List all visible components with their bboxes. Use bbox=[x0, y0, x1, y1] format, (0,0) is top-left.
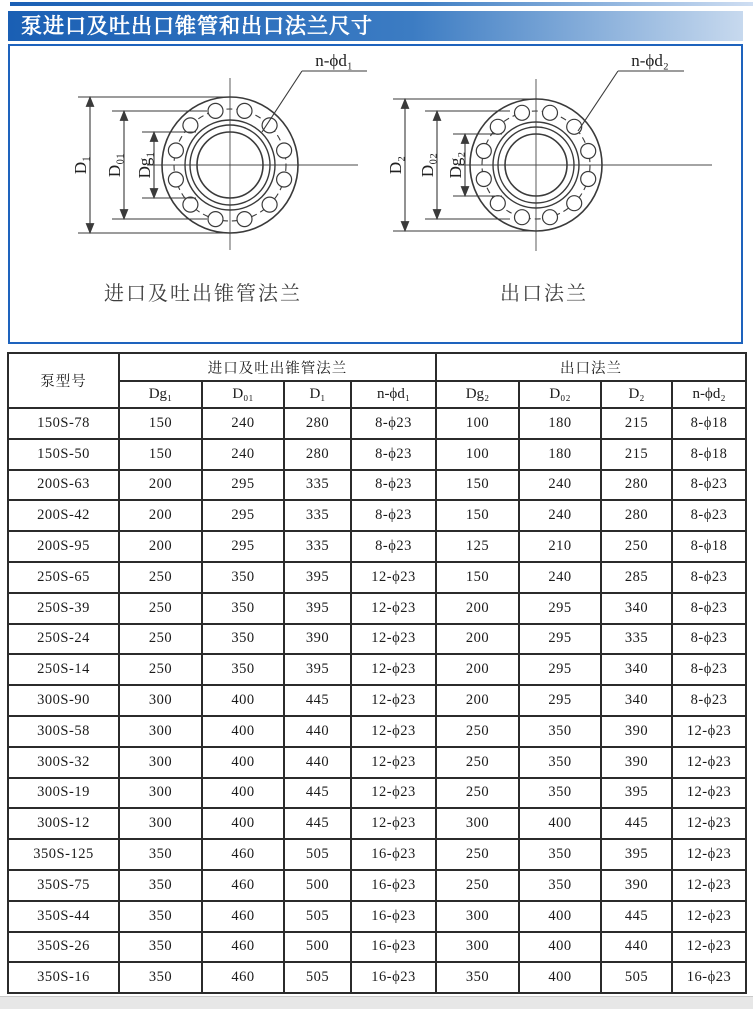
cell-nd1: 12-ϕ23 bbox=[351, 685, 436, 716]
cell-nd1: 16-ϕ23 bbox=[351, 839, 436, 870]
cell-dg1: 250 bbox=[119, 624, 202, 655]
cell-pump-model: 200S-63 bbox=[8, 470, 119, 501]
cell-dg2: 300 bbox=[436, 808, 519, 839]
cell-pump-model: 250S-24 bbox=[8, 624, 119, 655]
cell-nd1: 12-ϕ23 bbox=[351, 593, 436, 624]
inlet-flange-drawing bbox=[71, 51, 367, 305]
cell-pump-model: 250S-14 bbox=[8, 654, 119, 685]
page-title: 泵进口及吐出口锥管和出口法兰尺寸 bbox=[21, 14, 373, 38]
cell-nd2: 12-ϕ23 bbox=[672, 870, 746, 901]
cell-nd1: 8-ϕ23 bbox=[351, 470, 436, 501]
dim-label-dg1: Dg₁ bbox=[135, 151, 154, 179]
cell-nd1: 12-ϕ23 bbox=[351, 716, 436, 747]
cell-d1: 500 bbox=[284, 932, 351, 963]
cell-pump-model: 350S-75 bbox=[8, 870, 119, 901]
table-row bbox=[8, 747, 746, 778]
cell-nd1: 8-ϕ23 bbox=[351, 531, 436, 562]
cell-nd1: 12-ϕ23 bbox=[351, 808, 436, 839]
cell-nd2: 8-ϕ23 bbox=[672, 470, 746, 501]
cell-d01: 350 bbox=[202, 593, 284, 624]
cell-nd1: 8-ϕ23 bbox=[351, 408, 436, 439]
flange-dimensions-table bbox=[7, 352, 747, 994]
cell-d01: 295 bbox=[202, 500, 284, 531]
cell-dg2: 300 bbox=[436, 901, 519, 932]
cell-dg1: 150 bbox=[119, 439, 202, 470]
cell-d2: 285 bbox=[601, 562, 672, 593]
cell-d01: 460 bbox=[202, 870, 284, 901]
cell-d02: 350 bbox=[519, 870, 601, 901]
cell-dg1: 250 bbox=[119, 562, 202, 593]
outlet-flange-drawing bbox=[386, 51, 712, 305]
cell-pump-model: 250S-65 bbox=[8, 562, 119, 593]
cell-d1: 335 bbox=[284, 531, 351, 562]
cell-d1: 440 bbox=[284, 716, 351, 747]
table-row bbox=[8, 808, 746, 839]
cell-d01: 295 bbox=[202, 470, 284, 501]
cell-pump-model: 300S-32 bbox=[8, 747, 119, 778]
cell-d02: 400 bbox=[519, 901, 601, 932]
cell-nd1: 16-ϕ23 bbox=[351, 870, 436, 901]
cell-d02: 295 bbox=[519, 654, 601, 685]
cell-d2: 390 bbox=[601, 870, 672, 901]
cell-pump-model: 350S-125 bbox=[8, 839, 119, 870]
cell-dg2: 250 bbox=[436, 839, 519, 870]
bolt-holes-label-left: n-ϕd₁ bbox=[315, 51, 353, 70]
cell-dg2: 300 bbox=[436, 932, 519, 963]
bolt-holes-label-right: n-ϕd₂ bbox=[631, 51, 669, 70]
top-edge-strip bbox=[10, 2, 753, 6]
cell-d2: 215 bbox=[601, 439, 672, 470]
cell-dg1: 200 bbox=[119, 531, 202, 562]
cell-nd2: 12-ϕ23 bbox=[672, 716, 746, 747]
cell-pump-model: 350S-26 bbox=[8, 932, 119, 963]
cell-pump-model: 250S-39 bbox=[8, 593, 119, 624]
cell-nd2: 8-ϕ23 bbox=[672, 685, 746, 716]
cell-dg1: 350 bbox=[119, 839, 202, 870]
cell-dg2: 150 bbox=[436, 500, 519, 531]
cell-dg1: 300 bbox=[119, 685, 202, 716]
cell-dg1: 300 bbox=[119, 747, 202, 778]
cell-d01: 240 bbox=[202, 408, 284, 439]
cell-nd2: 8-ϕ23 bbox=[672, 654, 746, 685]
table-row bbox=[8, 470, 746, 501]
cell-dg1: 350 bbox=[119, 932, 202, 963]
cell-d2: 505 bbox=[601, 962, 672, 993]
cell-dg2: 250 bbox=[436, 747, 519, 778]
cell-nd2: 12-ϕ23 bbox=[672, 932, 746, 963]
column-header-nd1: n-ϕd₁ bbox=[351, 381, 436, 408]
cell-d1: 500 bbox=[284, 870, 351, 901]
cell-nd1: 12-ϕ23 bbox=[351, 562, 436, 593]
cell-d2: 395 bbox=[601, 839, 672, 870]
dim-label-dg2: Dg₂ bbox=[446, 151, 465, 179]
cell-nd1: 12-ϕ23 bbox=[351, 778, 436, 809]
cell-d2: 215 bbox=[601, 408, 672, 439]
sub-header-row bbox=[8, 381, 746, 408]
cell-d02: 350 bbox=[519, 778, 601, 809]
cell-d02: 240 bbox=[519, 470, 601, 501]
cell-nd1: 8-ϕ23 bbox=[351, 439, 436, 470]
cell-nd1: 12-ϕ23 bbox=[351, 747, 436, 778]
cell-d2: 340 bbox=[601, 593, 672, 624]
cell-pump-model: 150S-78 bbox=[8, 408, 119, 439]
cell-dg1: 300 bbox=[119, 778, 202, 809]
column-header-dg1: Dg₁ bbox=[119, 381, 202, 408]
cell-d2: 445 bbox=[601, 901, 672, 932]
cell-nd2: 12-ϕ23 bbox=[672, 839, 746, 870]
cell-d2: 390 bbox=[601, 716, 672, 747]
inlet-flange-caption: 进口及吐出锥管法兰 bbox=[104, 283, 302, 305]
cell-dg1: 300 bbox=[119, 808, 202, 839]
cell-d1: 390 bbox=[284, 624, 351, 655]
cell-dg2: 100 bbox=[436, 439, 519, 470]
cell-d1: 335 bbox=[284, 500, 351, 531]
cell-d01: 460 bbox=[202, 962, 284, 993]
cell-nd1: 12-ϕ23 bbox=[351, 654, 436, 685]
cell-d2: 440 bbox=[601, 932, 672, 963]
dim-label-d02: D₀₂ bbox=[418, 152, 437, 178]
cell-d02: 350 bbox=[519, 839, 601, 870]
cell-pump-model: 200S-95 bbox=[8, 531, 119, 562]
cell-nd2: 8-ϕ18 bbox=[672, 439, 746, 470]
cell-nd1: 12-ϕ23 bbox=[351, 624, 436, 655]
cell-dg1: 250 bbox=[119, 654, 202, 685]
cell-dg2: 200 bbox=[436, 685, 519, 716]
cell-nd2: 12-ϕ23 bbox=[672, 808, 746, 839]
column-header-d2: D₂ bbox=[601, 381, 672, 408]
column-header-pump-model: 泵型号 bbox=[8, 353, 119, 408]
cell-d1: 280 bbox=[284, 439, 351, 470]
cell-dg2: 125 bbox=[436, 531, 519, 562]
table-row bbox=[8, 839, 746, 870]
cell-d2: 335 bbox=[601, 624, 672, 655]
column-header-nd2: n-ϕd₂ bbox=[672, 381, 746, 408]
cell-d02: 400 bbox=[519, 962, 601, 993]
outlet-flange-caption: 出口法兰 bbox=[500, 283, 588, 305]
cell-pump-model: 300S-58 bbox=[8, 716, 119, 747]
cell-nd2: 12-ϕ23 bbox=[672, 778, 746, 809]
cell-nd2: 12-ϕ23 bbox=[672, 747, 746, 778]
cell-dg1: 350 bbox=[119, 901, 202, 932]
cell-d01: 350 bbox=[202, 624, 284, 655]
cell-nd2: 8-ϕ23 bbox=[672, 624, 746, 655]
cell-d01: 400 bbox=[202, 685, 284, 716]
cell-d02: 350 bbox=[519, 747, 601, 778]
cell-d01: 240 bbox=[202, 439, 284, 470]
table-row bbox=[8, 778, 746, 809]
cell-d02: 400 bbox=[519, 932, 601, 963]
cell-d01: 460 bbox=[202, 901, 284, 932]
cell-d2: 280 bbox=[601, 500, 672, 531]
column-group-outlet-flange: 出口法兰 bbox=[436, 353, 746, 381]
table-row bbox=[8, 439, 746, 470]
cell-dg2: 250 bbox=[436, 716, 519, 747]
cell-nd2: 12-ϕ23 bbox=[672, 901, 746, 932]
table-row bbox=[8, 593, 746, 624]
cell-d01: 350 bbox=[202, 562, 284, 593]
cell-pump-model: 150S-50 bbox=[8, 439, 119, 470]
cell-dg2: 250 bbox=[436, 870, 519, 901]
dim-label-d01: D₀₁ bbox=[105, 152, 124, 178]
column-group-inlet-flange: 进口及吐出锥管法兰 bbox=[119, 353, 436, 381]
cell-nd1: 16-ϕ23 bbox=[351, 962, 436, 993]
cell-d1: 280 bbox=[284, 408, 351, 439]
cell-dg1: 350 bbox=[119, 870, 202, 901]
table-row bbox=[8, 531, 746, 562]
dimension-table-section bbox=[7, 352, 747, 994]
cell-d1: 395 bbox=[284, 654, 351, 685]
table-row bbox=[8, 716, 746, 747]
table-row bbox=[8, 624, 746, 655]
cell-nd2: 8-ϕ23 bbox=[672, 562, 746, 593]
cell-d02: 295 bbox=[519, 624, 601, 655]
cell-d02: 295 bbox=[519, 593, 601, 624]
cell-d1: 335 bbox=[284, 470, 351, 501]
cell-d01: 295 bbox=[202, 531, 284, 562]
cell-d01: 460 bbox=[202, 839, 284, 870]
cell-pump-model: 300S-90 bbox=[8, 685, 119, 716]
cell-d02: 295 bbox=[519, 685, 601, 716]
cell-d01: 400 bbox=[202, 808, 284, 839]
cell-nd1: 16-ϕ23 bbox=[351, 901, 436, 932]
column-header-dg2: Dg₂ bbox=[436, 381, 519, 408]
column-header-d02: D₀₂ bbox=[519, 381, 601, 408]
cell-d2: 395 bbox=[601, 778, 672, 809]
cell-nd2: 8-ϕ23 bbox=[672, 593, 746, 624]
cell-d01: 400 bbox=[202, 716, 284, 747]
cell-dg1: 250 bbox=[119, 593, 202, 624]
cell-nd2: 8-ϕ23 bbox=[672, 500, 746, 531]
cell-d1: 445 bbox=[284, 778, 351, 809]
cell-d1: 440 bbox=[284, 747, 351, 778]
cell-pump-model: 200S-42 bbox=[8, 500, 119, 531]
table-row bbox=[8, 870, 746, 901]
cell-d2: 340 bbox=[601, 685, 672, 716]
cell-d01: 460 bbox=[202, 932, 284, 963]
cell-d2: 445 bbox=[601, 808, 672, 839]
cell-dg1: 200 bbox=[119, 470, 202, 501]
table-row bbox=[8, 500, 746, 531]
cell-d02: 180 bbox=[519, 408, 601, 439]
column-header-d01: D₀₁ bbox=[202, 381, 284, 408]
cell-pump-model: 350S-16 bbox=[8, 962, 119, 993]
dim-label-d2: D₂ bbox=[386, 155, 405, 175]
table-row bbox=[8, 962, 746, 993]
cell-pump-model: 350S-44 bbox=[8, 901, 119, 932]
cell-dg1: 200 bbox=[119, 500, 202, 531]
cell-nd2: 8-ϕ18 bbox=[672, 408, 746, 439]
cell-nd1: 16-ϕ23 bbox=[351, 932, 436, 963]
cell-nd2: 8-ϕ18 bbox=[672, 531, 746, 562]
cell-d02: 240 bbox=[519, 500, 601, 531]
cell-dg1: 300 bbox=[119, 716, 202, 747]
cell-d1: 505 bbox=[284, 901, 351, 932]
cell-d02: 400 bbox=[519, 808, 601, 839]
cell-d2: 340 bbox=[601, 654, 672, 685]
cell-pump-model: 300S-19 bbox=[8, 778, 119, 809]
cell-d2: 280 bbox=[601, 470, 672, 501]
cell-d02: 350 bbox=[519, 716, 601, 747]
cell-dg2: 200 bbox=[436, 593, 519, 624]
cell-dg1: 150 bbox=[119, 408, 202, 439]
dim-label-d1: D₁ bbox=[71, 155, 90, 175]
cell-d01: 350 bbox=[202, 654, 284, 685]
table-row bbox=[8, 408, 746, 439]
cell-dg2: 150 bbox=[436, 562, 519, 593]
cell-nd2: 16-ϕ23 bbox=[672, 962, 746, 993]
cell-d2: 390 bbox=[601, 747, 672, 778]
cell-dg2: 200 bbox=[436, 624, 519, 655]
cell-d01: 400 bbox=[202, 778, 284, 809]
cell-d02: 240 bbox=[519, 562, 601, 593]
table-row bbox=[8, 932, 746, 963]
cell-d1: 445 bbox=[284, 685, 351, 716]
group-header-row bbox=[8, 353, 746, 381]
table-row bbox=[8, 901, 746, 932]
cell-dg2: 200 bbox=[436, 654, 519, 685]
column-header-d1: D₁ bbox=[284, 381, 351, 408]
flange-diagram-panel bbox=[8, 44, 743, 344]
cell-d1: 505 bbox=[284, 839, 351, 870]
cell-d1: 395 bbox=[284, 562, 351, 593]
cell-d2: 250 bbox=[601, 531, 672, 562]
cell-dg2: 250 bbox=[436, 778, 519, 809]
cell-dg2: 150 bbox=[436, 470, 519, 501]
table-row bbox=[8, 654, 746, 685]
table-row bbox=[8, 562, 746, 593]
section-title-bar bbox=[8, 11, 743, 41]
cell-nd1: 8-ϕ23 bbox=[351, 500, 436, 531]
table-row bbox=[8, 685, 746, 716]
cell-d1: 505 bbox=[284, 962, 351, 993]
flange-drawings bbox=[10, 46, 741, 342]
bottom-edge-strip bbox=[0, 996, 753, 1009]
cell-d01: 400 bbox=[202, 747, 284, 778]
cell-d02: 180 bbox=[519, 439, 601, 470]
cell-pump-model: 300S-12 bbox=[8, 808, 119, 839]
cell-dg2: 350 bbox=[436, 962, 519, 993]
cell-d02: 210 bbox=[519, 531, 601, 562]
cell-dg2: 100 bbox=[436, 408, 519, 439]
cell-dg1: 350 bbox=[119, 962, 202, 993]
cell-d1: 445 bbox=[284, 808, 351, 839]
cell-d1: 395 bbox=[284, 593, 351, 624]
